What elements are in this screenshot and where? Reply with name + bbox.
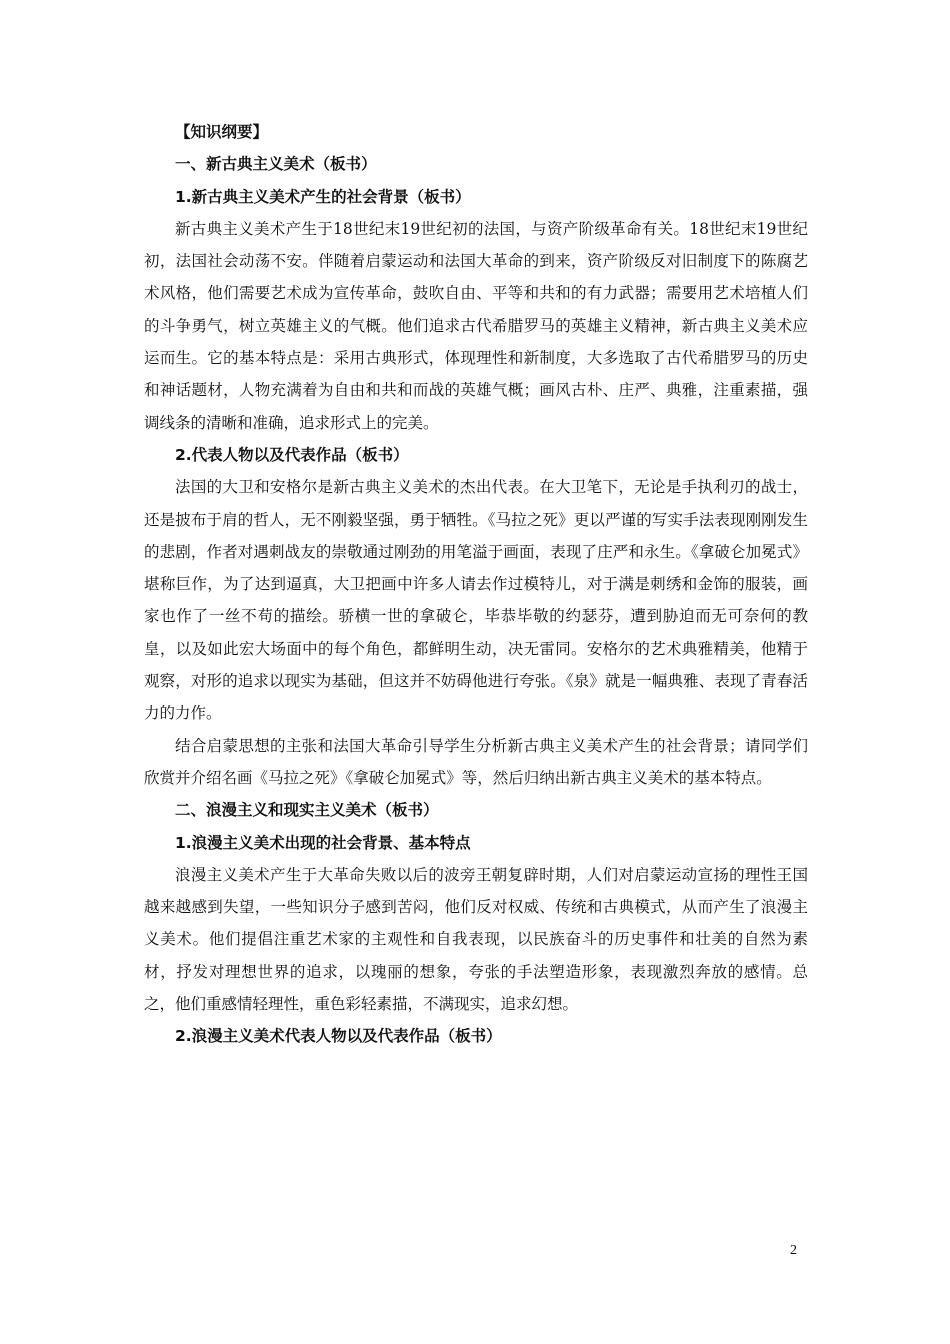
section-1-2-paragraph-2: 结合启蒙思想的主张和法国大革命引导学生分析新古典主义美术产生的社会背景；请同学们欣赏并介绍名画《马拉之死》《拿破仑加冕式》等，然后归纳出新古典主义美术的基本特点。 <box>144 736 808 787</box>
section-1-title: 一、新古典主义美术（板书） <box>175 155 377 174</box>
page-content <box>144 116 808 1053</box>
page-number: 2 <box>790 1243 797 1258</box>
section-2-title: 二、浪漫主义和现实主义美术（板书） <box>175 801 439 820</box>
section-1-2-title: 2.代表人物以及代表作品（板书） <box>175 445 409 464</box>
outline-heading: 【知识纲要】 <box>175 123 269 141</box>
section-2-2-title: 2.浪漫主义美术代表人物以及代表作品（板书） <box>175 1027 502 1046</box>
section-1-2-paragraph-1: 法国的大卫和安格尔是新古典主义美术的杰出代表。在大卫笔下，无论是手执利刃的战士，还是披布于肩的哲人，无不刚毅坚强，勇于牺牲。《马拉之死》更以严谨的写实手法表现刚刚发生的悲剧，作者对遇刺战友的崇敬通过刚劲的用笔溢于画面，表现了庄严和永生。《拿破仑加冕式》堪称巨作，为了达到逼真，大卫把画中许多人请去作过模特儿，对于满是刺绣和金饰的服装，画家也作了一丝不苟的描绘。骄横一世的拿破仑，毕恭毕敬的约瑟芬，遭到胁迫而无可奈何的教皇，以及如此宏大场面中的每个角色，都鲜明生动，决无雷同。安格尔的艺术典雅精美，他精于观察，对形的追求以现实为基础，但这并不妨碍他进行夸张。《泉》就是一幅典雅、表现了青春活力的力作。 <box>144 478 808 723</box>
section-1-1-title: 1.新古典主义美术产生的社会背景（板书） <box>175 187 471 206</box>
section-1-1-paragraph-1: 新古典主义美术产生于18世纪末19世纪初的法国，与资产阶级革命有关。18世纪末19世纪初，法国社会动荡不安。伴随着启蒙运动和法国大革命的到来，资产阶级反对旧制度下的陈腐艺术风格，他们需要艺术成为宣传革命，鼓吹自由、平等和共和的有力武器；需要用艺术培植人们的斗争勇气，树立英雄主义的气概。他们追求古代希腊罗马的英雄主义精神，新古典主义美术应运而生。它的基本特点是：采用古典形式，体现理性和新制度，大多选取了古代希腊罗马的历史和神话题材，人物充满着为自由和共和而战的英雄气概；画风古朴、庄严、典雅，注重素描，强调线条的清晰和准确，追求形式上的完美。 <box>144 219 808 432</box>
section-2-1-title: 1.浪漫主义美术出现的社会背景、基本特点 <box>175 833 471 852</box>
section-2-1-paragraph-1: 浪漫主义美术产生于大革命失败以后的波旁王朝复辟时期，人们对启蒙运动宣扬的理性王国越来越感到失望，一些知识分子感到苦闷，他们反对权威、传统和古典模式，从而产生了浪漫主义美术。他们提倡注重艺术家的主观性和自我表现，以民族奋斗的历史事件和壮美的自然为素材，抒发对理想世界的追求，以瑰丽的想象，夸张的手法塑造形象，表现激烈奔放的感情。总之，他们重感情轻理性，重色彩轻素描，不满现实，追求幻想。 <box>144 865 808 1014</box>
